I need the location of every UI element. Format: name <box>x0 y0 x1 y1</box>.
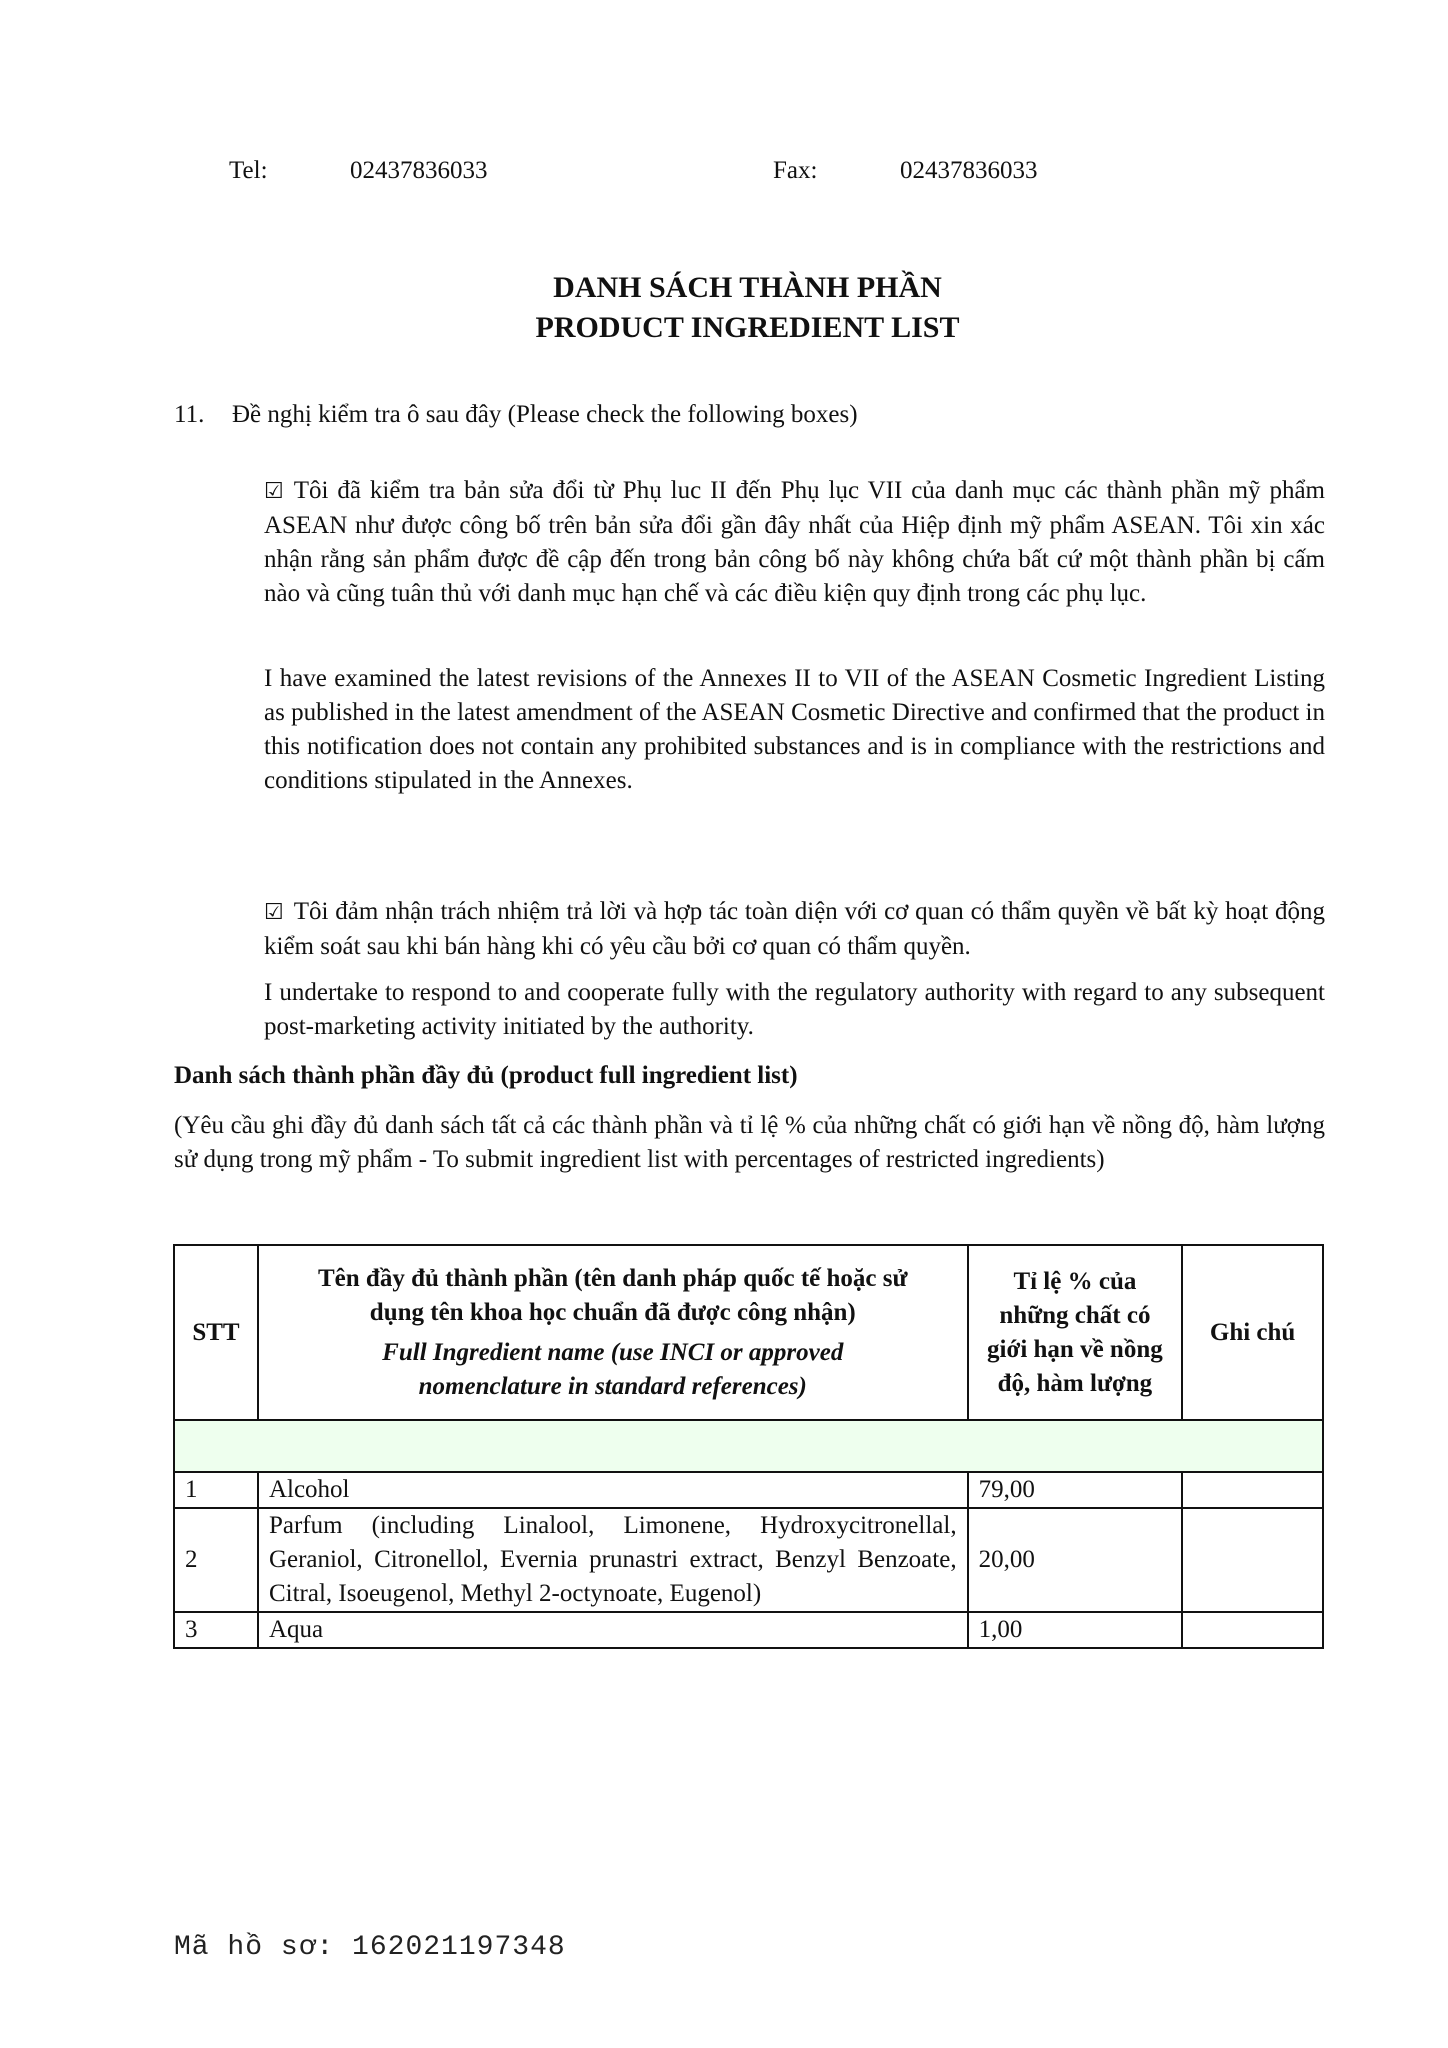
table-header-row <box>174 1245 1323 1420</box>
section-number: 11. <box>174 401 205 428</box>
ingredient-list-note: (Yêu cầu ghi đầy đủ danh sách tất cả các thành phần và tỉ lệ % của những chất có giới hạn về nồng độ, hàm lượng sử dụng trong mỹ phẩm - To submit ingredient list with percentages of restricted ingredients) <box>174 1112 1325 1173</box>
cell-stt: 3 <box>174 1612 258 1648</box>
fax-label: Fax: <box>773 157 818 184</box>
cell-percent: 1,00 <box>968 1612 1183 1648</box>
checkbox-checked-icon[interactable]: ☑ <box>264 479 284 504</box>
table-row <box>174 1508 1323 1612</box>
header-stt: STT <box>174 1245 258 1420</box>
header-note: Ghi chú <box>1182 1245 1323 1420</box>
declaration-2-vi <box>264 895 1325 964</box>
cell-note <box>1182 1508 1323 1612</box>
table-row <box>174 1472 1323 1508</box>
checkbox-checked-icon[interactable]: ☑ <box>264 900 284 925</box>
table-row <box>174 1612 1323 1648</box>
section-text: Đề nghị kiểm tra ô sau đây (Please check the following boxes) <box>232 401 858 428</box>
cell-name: Parfum (including Linalool, Limonene, Hydroxycitronellal, Geraniol, Citronellol, Evernia prunastri extract, Benzyl Benzoate, Citral, Isoeugenol, Methyl 2-octynoate, Eugenol) <box>258 1508 968 1612</box>
highlight-cell <box>174 1420 1323 1472</box>
tel-label: Tel: <box>229 157 268 184</box>
header-name-vi: Tên đầy đủ thành phần (tên danh pháp quốc tế hoặc sử dụng tên khoa học chuẩn đã được công nhận) <box>318 1264 908 1326</box>
cell-stt: 2 <box>174 1508 258 1612</box>
header-percent: Tỉ lệ % của những chất có giới hạn về nồng độ, hàm lượng <box>968 1245 1183 1420</box>
file-code <box>174 1932 566 1963</box>
title-vi: DANH SÁCH THÀNH PHẦN <box>553 271 942 304</box>
declaration-1-en: I have examined the latest revisions of the Annexes II to VII of the ASEAN Cosmetic Ingredient Listing as published in the latest amendment of the ASEAN Cosmetic Directive and confirmed that the product in this notification does not contain any prohibited substances and is in compliance with the restrictions and conditions stipulated in the Annexes. <box>264 665 1325 794</box>
header-name-en: Full Ingredient name (use INCI or approved nomenclature in standard references) <box>382 1338 844 1400</box>
cell-stt: 1 <box>174 1472 258 1508</box>
fax-value: 02437836033 <box>900 157 1038 184</box>
tel-value: 02437836033 <box>350 157 488 184</box>
page-title <box>0 268 1448 348</box>
table-highlight-row <box>174 1420 1323 1472</box>
section-11 <box>174 398 858 432</box>
ingredient-table <box>173 1244 1324 1649</box>
file-code-value: 162021197348 <box>352 1932 566 1963</box>
header-ingredient-name <box>258 1245 968 1420</box>
declaration-2-vi-text: Tôi đảm nhận trách nhiệm trả lời và hợp tác toàn diện với cơ quan có thẩm quyền về bất kỳ hoạt động kiểm soát sau khi bán hàng khi có yêu cầu bởi cơ quan có thẩm quyền. <box>264 898 1325 960</box>
title-en: PRODUCT INGREDIENT LIST <box>535 311 960 344</box>
cell-note <box>1182 1472 1323 1508</box>
declaration-2-en: I undertake to respond to and cooperate fully with the regulatory authority with regard to any subsequent post-marketing activity initiated by the authority. <box>264 979 1325 1040</box>
cell-percent: 20,00 <box>968 1508 1183 1612</box>
file-code-label: Mã hồ sơ: <box>174 1932 335 1963</box>
cell-name: Alcohol <box>258 1472 968 1508</box>
cell-name: Aqua <box>258 1612 968 1648</box>
declaration-1-vi <box>264 474 1325 611</box>
ingredient-list-heading: Danh sách thành phần đầy đủ (product full ingredient list) <box>174 1062 798 1089</box>
declaration-1-vi-text: Tôi đã kiểm tra bản sửa đổi từ Phụ luc II đến Phụ lục VII của danh mục các thành phần mỹ phẩm ASEAN như được công bố trên bản sửa đổi gần đây nhất của Hiệp định mỹ phẩm ASEAN. Tôi xin xác nhận rằng sản phẩm được đề cập đến trong bản công bố này không chứa bất cứ một thành phần bị cấm nào và cũng tuân thủ với danh mục hạn chế và các điều kiện quy định trong các phụ lục. <box>264 477 1325 607</box>
cell-percent: 79,00 <box>968 1472 1183 1508</box>
cell-note <box>1182 1612 1323 1648</box>
